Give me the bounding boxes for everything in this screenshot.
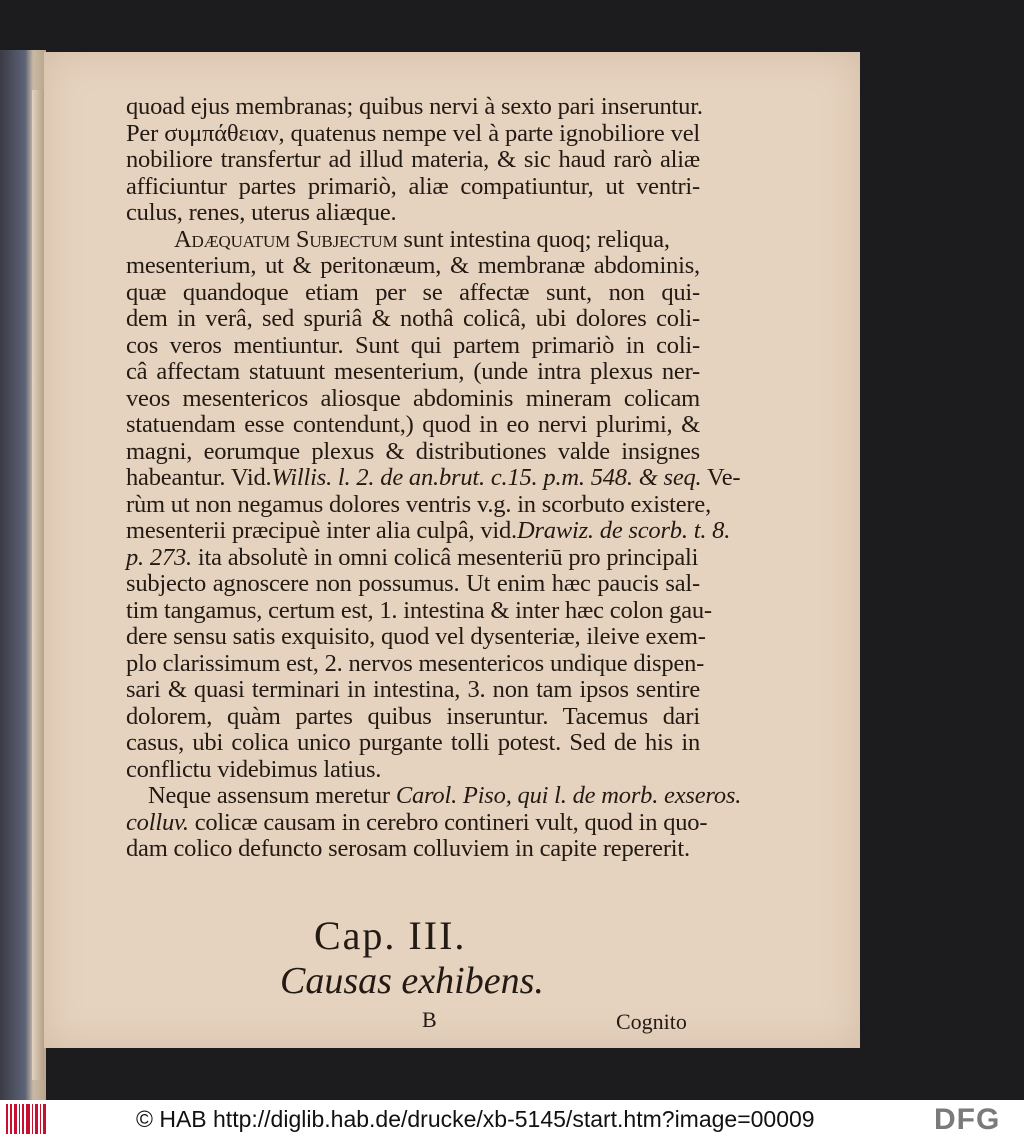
text-line: câ affectam statuunt mesenterium, (unde intra plexus ner-: [126, 358, 700, 385]
text-line: nobiliore transfertur ad illud materia, & sic haud rarò aliæ: [126, 146, 700, 173]
text-line: [126, 782, 742, 810]
text-span: Ve-: [701, 464, 741, 491]
text-span: habeantur. Vid.: [126, 464, 272, 491]
text-line: Per συμπάθειαν, quatenus nempe vel à parte ignobiliore vel: [126, 119, 700, 147]
page-body-text: [126, 93, 742, 863]
text-line: mesenterium, ut & peritonæum, & membranæ abdominis,: [126, 252, 700, 279]
text-span: colicæ causam in cerebro contineri vult, quod in quo-: [188, 808, 708, 836]
text-line: [126, 227, 700, 254]
catchword: Cognito: [616, 1009, 687, 1034]
text-line: culus, renes, uterus aliæque.: [126, 199, 397, 226]
text-line: sari & quasi terminari in intestina, 3. non tam ipsos sentire: [126, 676, 700, 703]
paragraph-lead: Adæquatum Subjectum: [174, 225, 398, 253]
citation-page: p. 273.: [126, 543, 192, 571]
text-line: [126, 517, 731, 545]
copyright-link[interactable]: © HAB http://diglib.hab.de/drucke/xb-5145/start.htm?image=00009: [136, 1106, 815, 1132]
chapter-subtitle: Causas exhibens.: [280, 960, 544, 1002]
text-line: veos mesentericos aliosque abdominis mineram colicam: [126, 384, 700, 412]
text-span: sunt intestina quoq; reliqua,: [397, 225, 670, 253]
text-line: [126, 464, 741, 492]
text-line: subjecto agnoscere non possumus. Ut enim hæc paucis sal-: [126, 570, 700, 597]
footer-bar: [0, 1100, 1024, 1139]
text-span: ita absolutè in omni colicâ mesenteriū pro principali: [191, 543, 699, 571]
text-line: statuendam esse contendunt,) quod in eo nervi plurimi, &: [126, 411, 700, 438]
text-line: magni, eorumque plexus & distributiones valde insignes: [126, 437, 700, 465]
chapter-heading: Cap. III.: [314, 913, 467, 958]
text-line: plo clarissimum est, 2. nervos mesentericos undique dispen-: [126, 649, 705, 677]
text-line: [126, 545, 700, 572]
text-line: dam colico defuncto serosam colluviem in capite repererit.: [126, 835, 690, 862]
book-page: [44, 52, 860, 1048]
text-line: [126, 808, 708, 837]
text-span: mesenterii præcipuè inter alia culpâ, vid.: [126, 517, 517, 544]
dfg-logo: DFG: [934, 1103, 1001, 1136]
text-line: quæ quandoque etiam per se affectæ sunt, non qui-: [126, 278, 700, 306]
text-line: dem in verâ, sed spuriâ & nothâ colicâ, ubi dolores coli-: [126, 305, 700, 332]
text-span: Neque assensum meretur: [148, 782, 396, 809]
citation-drawiz: Drawiz. de scorb. t. 8.: [516, 517, 731, 544]
text-line: tim tangamus, certum est, 1. intestina & inter hæc colon gau-: [126, 596, 712, 624]
text-line: quoad ejus membranas; quibus nervi à sexto pari inseruntur.: [126, 93, 703, 120]
text-line: cos veros mentiuntur. Sunt qui partem primariò in coli-: [126, 331, 700, 359]
text-line: conflictu videbimus latius.: [126, 755, 382, 783]
previous-page-edge: [0, 50, 46, 1100]
citation-piso: Carol. Piso, qui l. de morb. exseros.: [395, 782, 742, 809]
text-line: rùm ut non negamus dolores ventris v.g. in scorbuto existere,: [126, 490, 711, 518]
signature-mark: B: [422, 1007, 437, 1032]
text-line: afficiuntur partes primariò, aliæ compatiuntur, ut ventri-: [126, 172, 700, 200]
text-line: dolorem, quàm partes quibus inseruntur. Tacemus dari: [126, 702, 700, 730]
citation-willis: Willis. l. 2. de an.brut. c.15. p.m. 548. & seq.: [271, 464, 702, 491]
text-line: dere sensu satis exquisito, quod vel dysenteriæ, ileive exem-: [126, 623, 706, 650]
page-stack-strip: [32, 90, 44, 1080]
citation-piso-cont: colluv.: [126, 808, 189, 836]
hab-barcode-icon: [6, 1104, 46, 1134]
text-line: casus, ubi colica unico purgante tolli potest. Sed de his in: [126, 729, 700, 756]
